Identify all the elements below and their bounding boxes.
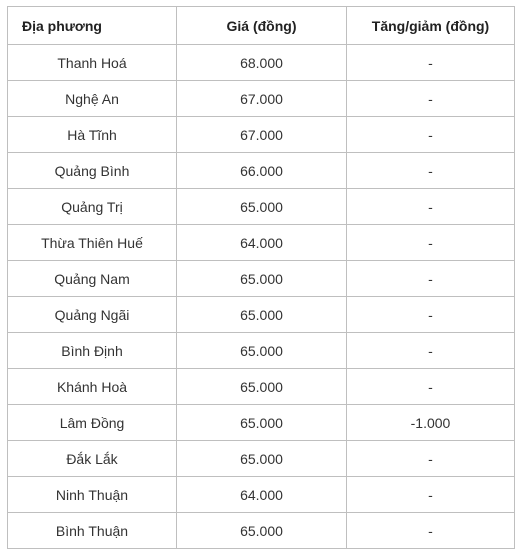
location-cell: Hà Tĩnh <box>8 117 177 153</box>
price-cell: 65.000 <box>177 513 347 549</box>
table-row <box>8 153 515 189</box>
change-cell: - <box>347 153 515 189</box>
header-price: Giá (đồng) <box>177 7 347 45</box>
location-cell: Quảng Nam <box>8 261 177 297</box>
table-row <box>8 477 515 513</box>
change-cell: - <box>347 45 515 81</box>
change-cell: - <box>347 297 515 333</box>
change-cell: - <box>347 333 515 369</box>
table-header-row <box>8 7 515 45</box>
price-cell: 65.000 <box>177 441 347 477</box>
price-table-container <box>7 6 514 549</box>
price-cell: 65.000 <box>177 333 347 369</box>
change-cell: - <box>347 225 515 261</box>
location-cell: Đắk Lắk <box>8 441 177 477</box>
table-row <box>8 369 515 405</box>
change-cell: - <box>347 81 515 117</box>
change-cell: - <box>347 189 515 225</box>
change-cell: -1.000 <box>347 405 515 441</box>
table-row <box>8 225 515 261</box>
table-row <box>8 81 515 117</box>
change-cell: - <box>347 513 515 549</box>
location-cell: Quảng Trị <box>8 189 177 225</box>
location-cell: Nghệ An <box>8 81 177 117</box>
price-cell: 65.000 <box>177 189 347 225</box>
table-row <box>8 513 515 549</box>
change-cell: - <box>347 477 515 513</box>
price-cell: 65.000 <box>177 297 347 333</box>
price-cell: 65.000 <box>177 405 347 441</box>
table-row <box>8 117 515 153</box>
change-cell: - <box>347 261 515 297</box>
table-row <box>8 441 515 477</box>
table-row <box>8 405 515 441</box>
price-cell: 64.000 <box>177 225 347 261</box>
price-cell: 64.000 <box>177 477 347 513</box>
price-cell: 68.000 <box>177 45 347 81</box>
table-row <box>8 45 515 81</box>
change-cell: - <box>347 117 515 153</box>
table-row <box>8 189 515 225</box>
header-change: Tăng/giảm (đồng) <box>347 7 515 45</box>
location-cell: Quảng Bình <box>8 153 177 189</box>
location-cell: Ninh Thuận <box>8 477 177 513</box>
table-body <box>8 45 515 549</box>
location-cell: Khánh Hoà <box>8 369 177 405</box>
price-cell: 67.000 <box>177 81 347 117</box>
price-cell: 67.000 <box>177 117 347 153</box>
location-cell: Thanh Hoá <box>8 45 177 81</box>
location-cell: Thừa Thiên Huế <box>8 225 177 261</box>
price-table <box>7 6 515 549</box>
change-cell: - <box>347 369 515 405</box>
change-cell: - <box>347 441 515 477</box>
table-row <box>8 333 515 369</box>
price-cell: 66.000 <box>177 153 347 189</box>
price-cell: 65.000 <box>177 261 347 297</box>
location-cell: Quảng Ngãi <box>8 297 177 333</box>
location-cell: Bình Thuận <box>8 513 177 549</box>
location-cell: Bình Định <box>8 333 177 369</box>
table-row <box>8 297 515 333</box>
table-row <box>8 261 515 297</box>
header-location: Địa phương <box>8 7 177 45</box>
price-cell: 65.000 <box>177 369 347 405</box>
location-cell: Lâm Đồng <box>8 405 177 441</box>
